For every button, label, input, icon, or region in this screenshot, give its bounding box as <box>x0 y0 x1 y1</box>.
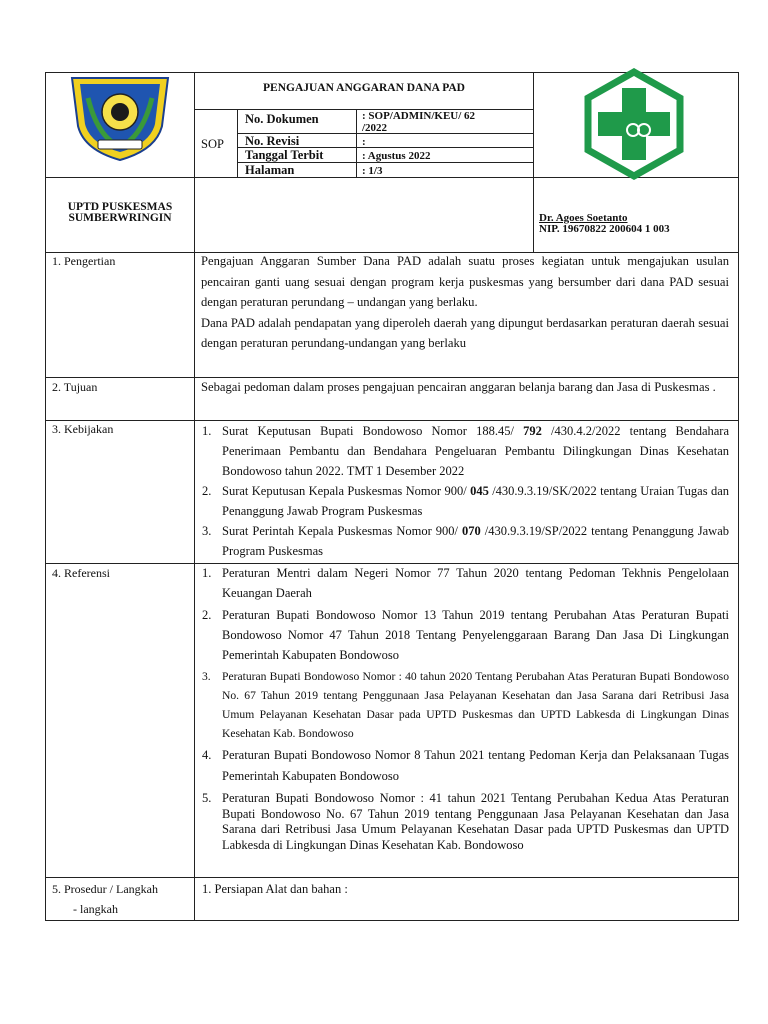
kebijakan-item <box>202 481 729 521</box>
referensi-item-number: 2. <box>202 608 212 622</box>
referensi-item-number: 1. <box>202 566 212 580</box>
table-border-left <box>45 72 46 921</box>
kebijakan-item-text-end: /430.9.3.19/SP/2022 tentang Penanggung Jawab Program Puskesmas <box>222 524 730 558</box>
kebijakan-item-number: 2. <box>202 484 212 498</box>
section-label-kebijakan: 3. Kebijakan <box>52 422 114 436</box>
label-column-divider <box>194 72 195 921</box>
tujuan-text: Sebagai pedoman dalam proses pengajuan pencairan anggaran belanja barang dan Jasa di Puskesmas . <box>201 380 716 394</box>
kebijakan-item-text-start: Surat Keputusan Kepala Puskesmas Nomor 900/ <box>222 484 471 498</box>
kebijakan-item-text-end: /430.4.2/2022 tentang Bendahara Penerimaan Pembantu dan Bendahara Pengeluaran Pembantu Dilingkungan Dinas Kesehatan Bondowoso tahun 2022. TMT 1 Desember 2022 <box>222 424 730 478</box>
org-name-line2: SUMBERWRINGIN <box>68 212 172 224</box>
kebijakan-item-text-start: Surat Keputusan Bupati Bondowoso Nomor 188.45/ <box>222 424 524 438</box>
document-title: PENGAJUAN ANGGARAN DANA PAD <box>263 82 465 94</box>
table-border-right <box>738 72 739 921</box>
pengertian-content <box>201 251 729 354</box>
referensi-item-text: Peraturan Bupati Bondowoso Nomor 13 Tahun 2019 tentang Perubahan Atas Peraturan Bupati Bondowoso Nomor 47 Tahun 2018 Tentang Penyelenggaraan Barang Dan Jasa Di Lingkungan Pemerintah Kabupaten Bondowoso <box>222 608 729 662</box>
referensi-item-number: 3. <box>202 670 211 683</box>
referensi-item <box>202 563 729 603</box>
field-value-no-revisi: : <box>362 136 366 148</box>
referensi-item-number: 4. <box>202 748 212 762</box>
prosedur-item-1: 1. Persiapan Alat dan bahan : <box>202 882 348 896</box>
field-label-no-dokumen: No. Dokumen <box>245 112 319 126</box>
kebijakan-list <box>202 421 729 561</box>
referensi-item <box>202 745 729 787</box>
pengertian-paragraph-1: Pengajuan Anggaran Sumber Dana PAD adalah suatu proses kegiatan untuk mengajukan usulan pencairan ganti uang sesuai dengan program kerja puskesmas yang bersumber dari dana PAD sesuai dengan peraturan perundang – undangan yang berlaku. <box>201 254 729 310</box>
kebijakan-item-number: 1. <box>202 424 212 438</box>
referensi-item-text: Peraturan Mentri dalam Negeri Nomor 77 Tahun 2020 tentang Pedoman Tekhnis Pengelolaan Keuangan Daerah <box>222 566 729 600</box>
referensi-item <box>202 667 729 743</box>
sop-column-divider <box>237 109 238 177</box>
row-referensi-bottom <box>45 877 738 878</box>
kebijakan-item-number: 3. <box>202 524 212 538</box>
field-value-no-dokumen-line2: /2022 <box>362 122 388 134</box>
kebijakan-item-number-bold: 792 <box>523 424 542 438</box>
section-label-prosedur-line2: - langkah <box>73 902 118 916</box>
referensi-item-number: 5. <box>202 791 212 805</box>
field-value-no-dokumen <box>362 110 475 134</box>
signer-nip: NIP. 19670822 200604 1 003 <box>539 223 670 235</box>
field-value-no-dokumen-line1: : SOP/ADMIN/KEU/ 62 <box>362 110 476 122</box>
logo-column-divider <box>533 72 534 253</box>
kebijakan-item-text-start: Surat Perintah Kepala Puskesmas Nomor 900/ <box>222 524 462 538</box>
signer-name: Dr. Agoes Soetanto <box>539 212 628 224</box>
kebijakan-item <box>202 521 729 561</box>
referensi-item-text: Peraturan Bupati Bondowoso Nomor : 40 tahun 2020 Tentang Perubahan Atas Peraturan Bupati Bondowoso No. 67 Tahun 2019 tentang Penggunaan Jasa Pelayanan Kesehatan dan Jasa Sarana dari Retribusi Jasa Umum Pelayanan Kesehatan Dasar pada UPTD Puskesmas dan UPTD Labkesda di Lingkungan Dinas Kesehatan Kab. Bondowoso <box>222 670 729 740</box>
referensi-item <box>202 791 729 853</box>
field-label-halaman: Halaman <box>245 163 295 177</box>
field-value-tanggal-terbit: : Agustus 2022 <box>362 150 431 162</box>
section-label-referensi: 4. Referensi <box>52 566 110 580</box>
sop-label: SOP <box>201 137 224 151</box>
kebijakan-item-number-bold: 045 <box>470 484 489 498</box>
field-value-divider <box>356 109 357 177</box>
kebijakan-item-text-end: /430.9.3.19/SK/2022 tentang Uraian Tugas dan Penanggung Jawab Program Puskesmas <box>222 484 729 518</box>
section-label-prosedur-line1: 5. Prosedur / Langkah <box>52 882 158 896</box>
pengertian-paragraph-2: Dana PAD adalah pendapatan yang diperoleh daerah yang dipungut berdasarkan peraturan daerah sesuai dengan peraturan perundang-undangan yang berlaku <box>201 315 729 351</box>
kebijakan-item-number-bold: 070 <box>461 524 481 538</box>
section-label-tujuan: 2. Tujuan <box>52 380 98 394</box>
bondowoso-emblem-logo <box>66 74 174 162</box>
field-label-tanggal-terbit: Tanggal Terbit <box>245 148 324 162</box>
field-value-halaman: : 1/3 <box>362 165 383 177</box>
referensi-list <box>202 563 729 853</box>
referensi-item-text: Peraturan Bupati Bondowoso Nomor : 41 tahun 2021 Tentang Perubahan Kedua Atas Peraturan Bupati Bondowoso No. 67 Tahun 2019 tentang Penggunaan Jasa Pelayanan Kesehatan dan Jasa Sarana dari Retribusi Jasa Umum Pelayanan Kesehatan Dasar pada UPTD Puskesmas dan UPTD Labkesda di Lingkungan Dinas Kesehatan Kab. Bondowoso <box>222 791 729 852</box>
org-name-line1: UPTD PUSKESMAS <box>67 201 173 213</box>
field-label-no-revisi: No. Revisi <box>245 134 300 148</box>
table-border-bottom <box>45 920 738 921</box>
referensi-item <box>202 605 729 665</box>
referensi-item-text: Peraturan Bupati Bondowoso Nomor 8 Tahun 2021 tentang Pedoman Kerja dan Pelaksanaan Tugas Pemerintah Kabupaten Bondowoso <box>222 748 729 783</box>
puskesmas-logo <box>578 68 690 180</box>
section-label-pengertian: 1. Pengertian <box>52 254 116 268</box>
kebijakan-item <box>202 421 729 481</box>
